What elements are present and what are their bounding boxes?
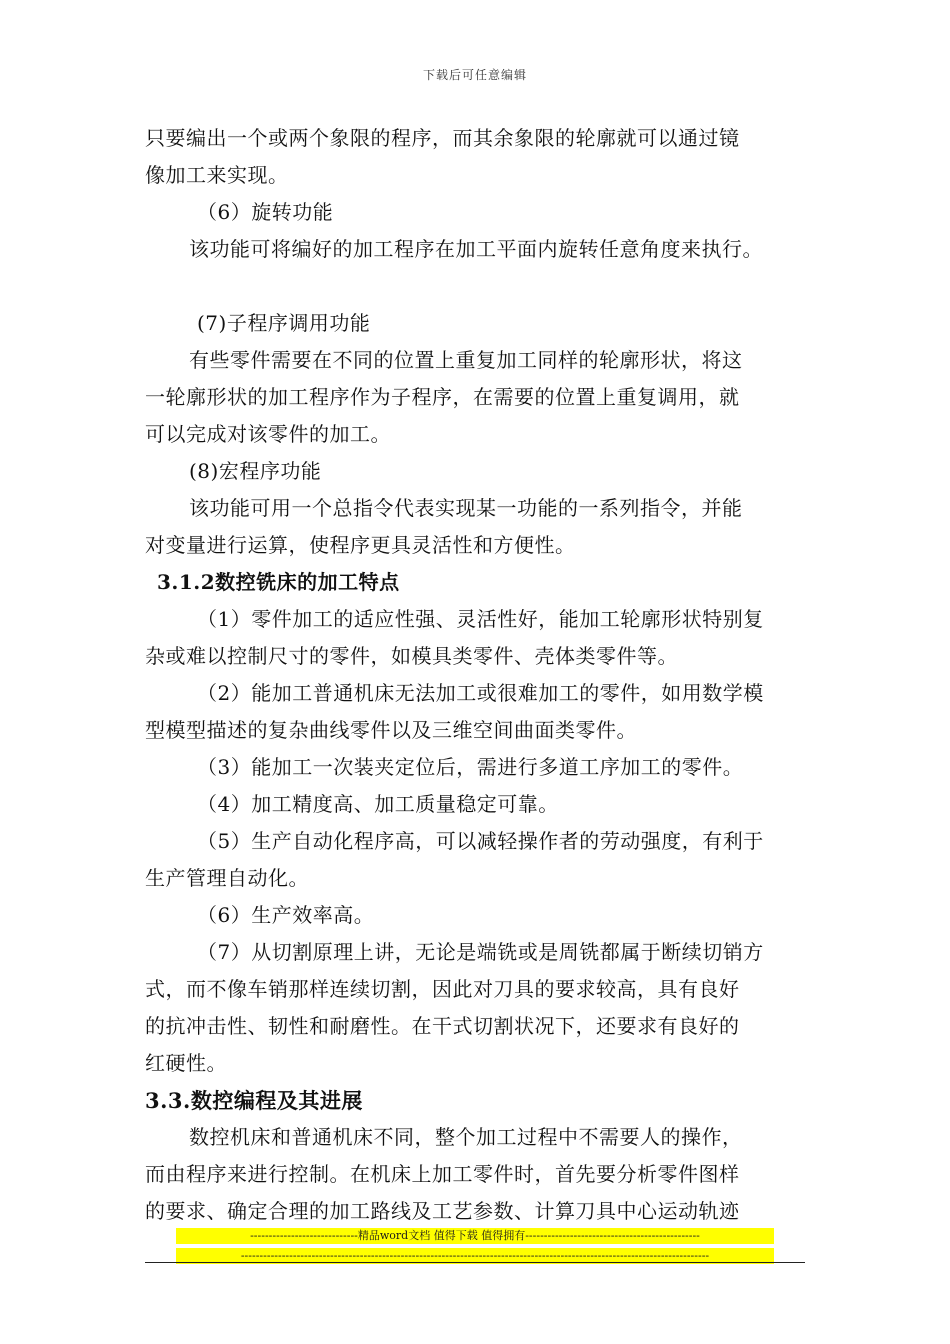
paragraph-line: 而由程序来进行控制。在机床上加工零件时，首先要分析零件图样: [145, 1162, 740, 1186]
paragraph-line: （7）从切割原理上讲，无论是端铣或是周铣都属于断续切销方: [197, 940, 764, 964]
paragraph-line: （2）能加工普通机床无法加工或很难加工的零件，如用数学模: [197, 681, 764, 705]
footer-divider: [145, 1262, 805, 1263]
paragraph-line: 像加工来实现。: [145, 163, 289, 187]
paragraph-line: （3）能加工一次装夹定位后，需进行多道工序加工的零件。: [197, 755, 744, 779]
paragraph-line: 杂或难以控制尺寸的零件，如模具类零件、壳体类零件等。: [145, 644, 678, 668]
paragraph-line: 式，而不像车销那样连续切割，因此对刀具的要求较高，具有良好: [145, 977, 740, 1001]
paragraph-line: 一轮廓形状的加工程序作为子程序，在需要的位置上重复调用，就: [145, 385, 740, 409]
section-heading-3-1-2: 3.1.2数控铣床的加工特点: [157, 570, 400, 594]
paragraph-line: 该功能可用一个总指令代表实现某一功能的一系列指令，并能: [189, 496, 743, 520]
paragraph-line: 只要编出一个或两个象限的程序，而其余象限的轮廓就可以通过镜: [145, 126, 740, 150]
paragraph-line: （1）零件加工的适应性强、灵活性好，能加工轮廓形状特别复: [197, 607, 764, 631]
document-body: [145, 120, 810, 1230]
paragraph-line: 的要求、确定合理的加工路线及工艺参数、计算刀具中心运动轨迹: [145, 1199, 740, 1223]
subheading-rotation: （6）旋转功能: [197, 200, 334, 224]
paragraph-line: 对变量进行运算，使程序更具灵活性和方便性。: [145, 533, 576, 557]
paragraph-line: 有些零件需要在不同的位置上重复加工同样的轮廓形状，将这: [189, 348, 743, 372]
paragraph-line: 的抗冲击性、韧性和耐磨性。在干式切割状况下，还要求有良好的: [145, 1014, 740, 1038]
paragraph-line: 型模型描述的复杂曲线零件以及三维空间曲面类零件。: [145, 718, 637, 742]
subheading-macro: (8)宏程序功能: [189, 459, 322, 483]
paragraph-line: （4）加工精度高、加工质量稳定可靠。: [197, 792, 559, 816]
paragraph-line: 该功能可将编好的加工程序在加工平面内旋转任意角度来执行。: [189, 237, 763, 261]
paragraph-line: 红硬性。: [145, 1051, 227, 1075]
blank-spacer: [145, 268, 810, 305]
section-heading-3-3: 3.3.数控编程及其进展: [145, 1088, 363, 1113]
paragraph-line: （5）生产自动化程序高，可以减轻操作者的劳动强度，有利于: [197, 829, 764, 853]
paragraph-line: 可以完成对该零件的加工。: [145, 422, 391, 446]
paragraph-line: 数控机床和普通机床不同，整个加工过程中不需要人的操作，: [189, 1125, 743, 1149]
footer-banner-line-2: ------------------------------------------------------------------------------------------------------------------------------: [176, 1248, 774, 1264]
subheading-subprogram: (7)子程序调用功能: [197, 311, 371, 335]
paragraph-line: 生产管理自动化。: [145, 866, 309, 890]
paragraph-line: （6）生产效率高。: [197, 903, 375, 927]
page-header-note: 下载后可任意编辑: [422, 68, 527, 82]
footer-banner: [176, 1228, 774, 1264]
footer-banner-line-1: -----------------------------精品word文档 值得下载 值得拥有-----------------------------------------------: [176, 1228, 774, 1244]
